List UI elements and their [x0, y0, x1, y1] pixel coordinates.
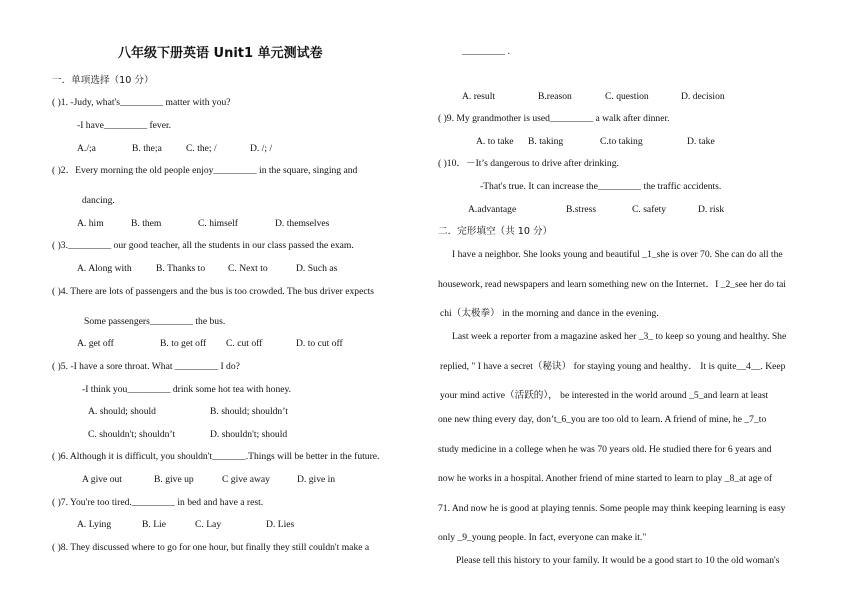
passage-line-12: Please tell this history to your family. It would be a good start to 10 the old woman's — [456, 555, 780, 566]
question-5-reply: -I think you_________ drink some hot tea with honey. — [82, 384, 292, 395]
question-10-reply: -That's true. It can increase the_________ the traffic accidents. — [480, 181, 722, 192]
question-2-cont: dancing. — [82, 195, 115, 206]
question-9: ( )9. My grandmother is used_________ a walk after dinner. — [438, 113, 670, 124]
q2-option-c: C. himself — [198, 218, 238, 229]
q8-option-b: B.reason — [538, 91, 572, 102]
q9-option-c: C.to taking — [600, 136, 643, 147]
passage-line-2: housework, read newspapers and learn something new on the Internet．I _2_see her do tai — [438, 279, 786, 290]
q7-option-d: D. Lies — [266, 519, 295, 530]
q1-option-c: C. the; / — [186, 143, 217, 154]
q5-option-d: D. shouldn't; should — [210, 429, 288, 440]
q10-option-c: C. safety — [632, 204, 667, 215]
question-8: ( )8. They discussed where to go for one hour, but finally they still couldn't make a — [52, 542, 370, 553]
section-heading-cloze: 二．完形填空（共 10 分） — [438, 226, 553, 237]
passage-line-4: Last week a reporter from a magazine asked her _3_ to keep so young and healthy. She — [452, 331, 787, 342]
q1-option-a: A./;a — [77, 143, 96, 154]
q4-option-c: C. cut off — [226, 338, 263, 349]
q4-option-a: A. get off — [77, 338, 114, 349]
section-heading-single-choice: 一．单项选择（10 分） — [52, 75, 154, 86]
passage-line-7: one new thing every day, don’t_6_you are too old to learn. A friend of mine, he _7_to — [438, 414, 767, 425]
question-8-cont: _________ . — [462, 46, 510, 57]
question-4: ( )4. There are lots of passengers and the bus is too crowded. The bus driver expects — [52, 286, 375, 297]
q1-option-b: B. the;a — [132, 143, 162, 154]
q6-option-a: A give out — [82, 474, 122, 485]
q3-option-a: A. Along with — [77, 263, 132, 274]
q5-option-b: B. should; shouldn’t — [210, 406, 288, 417]
passage-line-3: chi（太极拳） in the morning and dance in the evening. — [440, 308, 659, 319]
q4-option-d: D. to cut off — [296, 338, 343, 349]
q4-option-b: B. to get off — [160, 338, 207, 349]
passage-line-10: 71. And now he is good at playing tennis. Some people may think keeping learning is easy — [438, 503, 786, 514]
question-1: ( )1. -Judy, what's_________ matter with you? — [52, 97, 231, 108]
passage-line-5: replied, " I have a secret（秘诀） for staying young and healthy． It is quite__4__. Keep — [440, 361, 786, 372]
question-3: ( )3._________ our good teacher, all the students in our class passed the exam. — [52, 240, 354, 251]
q3-option-d: D. Such as — [296, 263, 338, 274]
q2-option-a: A. him — [77, 218, 104, 229]
q2-option-b: B. them — [131, 218, 162, 229]
q8-option-d: D. decision — [681, 91, 725, 102]
passage-line-6: your mind active（活跃的）， be interested in the world around _5_and learn at least — [440, 390, 769, 401]
q9-option-b: B. taking — [528, 136, 564, 147]
q3-option-b: B. Thanks to — [156, 263, 206, 274]
passage-line-1: I have a neighbor. She looks young and beautiful _1_she is over 70. She can do all the — [452, 249, 783, 260]
question-7: ( )7. You're too tired._________ in bed and have a rest. — [52, 497, 264, 508]
q9-option-a: A. to take — [476, 136, 514, 147]
q8-option-c: C. question — [605, 91, 649, 102]
question-1-reply: -I have_________ fever. — [77, 120, 172, 131]
q7-option-a: A. Lying — [77, 519, 112, 530]
q2-option-d: D. themselves — [275, 218, 330, 229]
q10-option-d: D. risk — [698, 204, 725, 215]
passage-line-8: study medicine in a college when he was 70 years old. He studied there for 6 years and — [438, 444, 772, 455]
q7-option-b: B. Lie — [142, 519, 166, 530]
q10-option-b: B.stress — [566, 204, 597, 215]
question-6: ( )6. Although it is difficult, you shouldn't_______.Things will be better in the future. — [52, 451, 380, 462]
question-2: ( )2．Every morning the old people enjoy_________ in the square, singing and — [52, 165, 358, 176]
q8-option-a: A. result — [462, 91, 496, 102]
q6-option-b: B. give up — [154, 474, 194, 485]
q5-option-a: A. should; should — [88, 406, 156, 417]
q1-option-d: D. /; / — [250, 143, 273, 154]
passage-line-11: only _9_young people. In fact, everyone can make it." — [438, 532, 647, 543]
q6-option-c: C give away — [222, 474, 270, 485]
passage-line-9: now he works in a hospital. Another friend of mine started to learn to play _8_at age of — [438, 473, 773, 484]
q7-option-c: C. Lay — [195, 519, 222, 530]
q3-option-c: C. Next to — [228, 263, 268, 274]
q10-option-a: A.advantage — [468, 204, 517, 215]
q6-option-d: D. give in — [297, 474, 336, 485]
q5-option-c: C. shouldn't; shouldn’t — [88, 429, 176, 440]
question-4-cont: Some passengers_________ the bus. — [84, 316, 226, 327]
question-5: ( )5. -I have a sore throat. What _________ I do? — [52, 361, 240, 372]
q9-option-d: D. take — [687, 136, 715, 147]
page-title: 八年级下册英语 Unit1 单元测试卷 — [118, 46, 323, 61]
question-10: ( )10．－It’s dangerous to drive after drinking. — [438, 158, 619, 169]
